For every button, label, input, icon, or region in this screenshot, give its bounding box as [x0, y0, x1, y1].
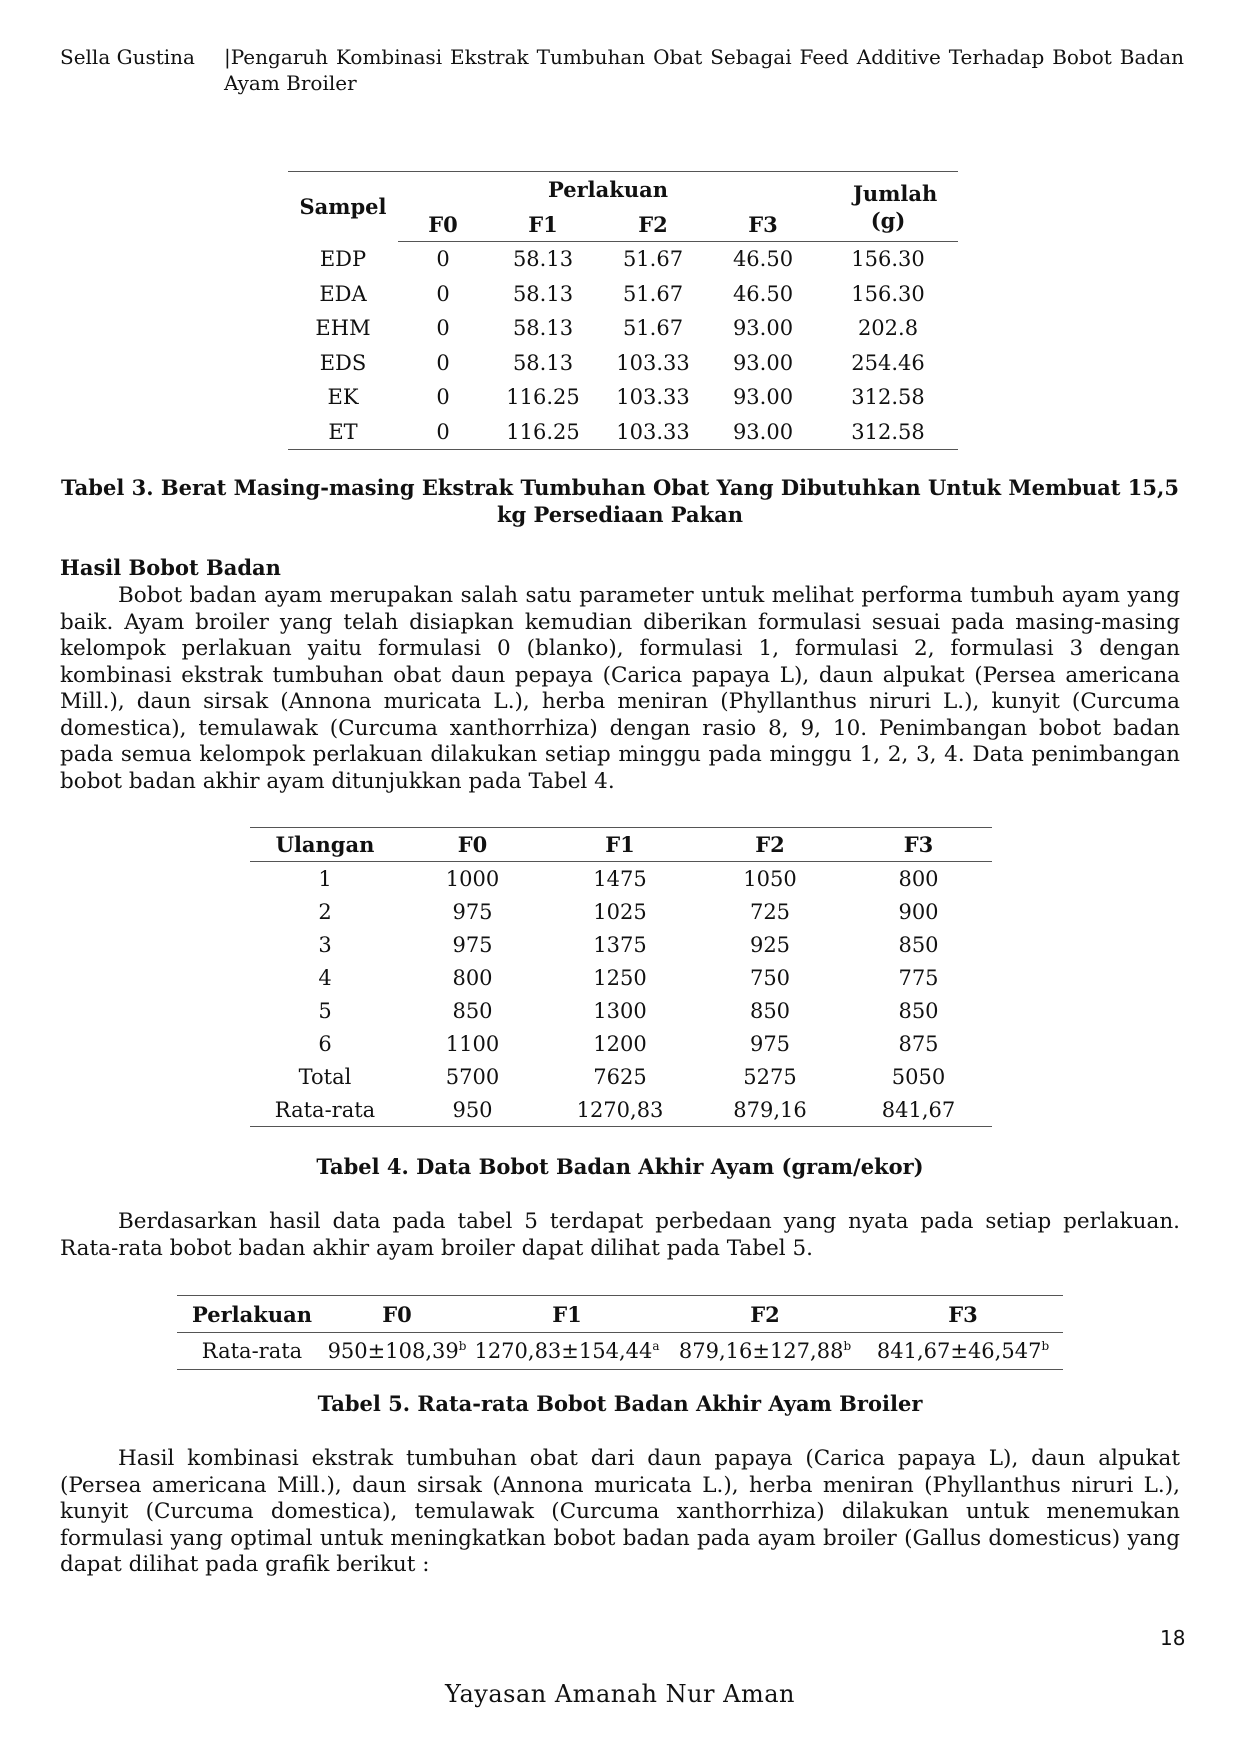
table-row: [250, 1060, 992, 1093]
table-cell: 975: [749, 1031, 791, 1056]
table-cell: 800: [452, 965, 493, 990]
table-cell: 879,16: [733, 1097, 807, 1122]
table-row: [250, 928, 992, 961]
table-cell: 93.00: [732, 385, 794, 410]
table-3-body: [288, 242, 958, 450]
table-cell: 1475: [593, 866, 647, 891]
table-cell: 93.00: [732, 350, 794, 375]
table-row: [288, 277, 958, 312]
table-cell: 51.67: [622, 281, 684, 306]
table-cell: 1375: [593, 932, 647, 957]
table-cell: 5050: [891, 1064, 946, 1089]
table-5-header: Perlakuan: [177, 1296, 327, 1333]
table-cell: Rata-rata: [274, 1097, 376, 1122]
publisher-footer: Yayasan Amanah Nur Aman: [444, 1680, 796, 1708]
table-row: [250, 961, 992, 994]
table-row: [288, 346, 958, 381]
table-cell: 950: [452, 1097, 493, 1122]
table-cell: 1250: [593, 965, 647, 990]
table-cell: 58.13: [512, 350, 574, 375]
table-cell: Total: [298, 1064, 352, 1089]
table-cell: 1270,83±154,44$^a$: [474, 1339, 660, 1363]
table-cell: 58.13: [512, 316, 574, 341]
table-cell: 312.58: [851, 419, 925, 444]
table-cell: 1100: [445, 1031, 500, 1056]
table-3-header-perlakuan: Perlakuan: [548, 177, 668, 202]
table-cell: 1300: [593, 998, 647, 1023]
table-3-header-sampel: Sampel: [299, 194, 387, 220]
significance-letter: b: [458, 1339, 467, 1353]
table-cell: 950±108,39$^b$: [327, 1339, 467, 1363]
table-4-header-row: [250, 828, 992, 862]
table-cell: 4: [318, 965, 332, 990]
table-cell: 841,67: [881, 1097, 956, 1122]
table-3-subheader: F1: [488, 207, 598, 242]
table-5-header: F2: [667, 1296, 863, 1333]
table-cell: 103.33: [616, 350, 690, 375]
table-cell: 800: [898, 866, 939, 891]
table-cell: 0: [436, 350, 450, 375]
table-cell: 116.25: [506, 385, 580, 410]
table-cell: 5: [318, 998, 332, 1023]
table-cell: 156.30: [851, 281, 925, 306]
table-row: [288, 311, 958, 346]
table-cell: 1270,83: [576, 1097, 664, 1122]
table-cell: 1050: [743, 866, 797, 891]
table-cell: 103.33: [616, 385, 690, 410]
table-5-header: F3: [863, 1296, 1063, 1333]
table-row: [250, 994, 992, 1027]
table-cell: EHM: [315, 316, 371, 341]
table-row: [250, 1093, 992, 1127]
table-cell: 900: [898, 899, 939, 924]
significance-letter: b: [1041, 1339, 1050, 1353]
table-cell: 6: [318, 1031, 332, 1056]
header-author: Sella Gustina: [60, 45, 195, 69]
table-3-header-jumlah-label: Jumlah (g): [853, 180, 938, 233]
table-cell: 58.13: [512, 247, 574, 272]
table-cell: 312.58: [851, 385, 925, 410]
significance-letter: a: [652, 1339, 660, 1353]
table-cell: 156.30: [851, 247, 925, 272]
table-4: [250, 827, 992, 1127]
table-cell: EDS: [319, 350, 367, 375]
table-cell: 850: [452, 998, 493, 1023]
table-cell: 202.8: [857, 316, 919, 341]
table-3-subheader: F0: [398, 207, 488, 242]
table-row: [288, 242, 958, 277]
table-cell: 0: [436, 247, 450, 272]
table-cell: 875: [898, 1031, 939, 1056]
table-row: [250, 895, 992, 928]
table-row: [250, 1027, 992, 1060]
table-cell: 0: [436, 316, 450, 341]
table-cell: 5700: [445, 1064, 500, 1089]
table-cell: 1025: [593, 899, 647, 924]
table-cell: 46.50: [732, 247, 794, 272]
table-cell: EDP: [319, 247, 367, 271]
table-cell: 0: [436, 385, 450, 410]
table-cell: 1: [318, 866, 332, 891]
table-cell: 775: [898, 965, 939, 990]
table-cell: 103.33: [616, 419, 690, 444]
table-3-subheader: F2: [598, 207, 708, 242]
table-cell: 850: [898, 932, 939, 957]
header-article-title: |Pengaruh Kombinasi Ekstrak Tumbuhan Obat Sebagai Feed Additive Terhadap Bobot Badan Ayam Broiler: [224, 45, 1184, 95]
table-cell: 975: [452, 899, 493, 924]
paragraph-1: Bobot badan ayam merupakan salah satu parameter untuk melihat performa tumbuh ayam yang baik. Ayam broiler yang telah disiapkan kemudian diberikan formulasi sesuai pada masing-masing kelompok perlakuan yaitu formulasi 0 (blanko), formulasi 1, formulasi 2, formulasi 3 dengan kombinasi ekstrak tumbuhan obat daun pepaya (Carica papaya L), daun alpukat (Persea americana Mill.), daun sirsak (Annona muricata L.), herba meniran (Phyllanthus niruri L.), kunyit (Curcuma domestica), temulawak (Curcuma xanthorrhiza) dengan rasio 8, 9, 10. Penimbangan bobot badan pada semua kelompok perlakuan dilakukan setiap minggu pada minggu 1, 2, 3, 4. Data penimbangan bobot badan akhir ayam ditunjukkan pada Tabel 4.: [60, 583, 1180, 794]
table-cell: 116.25: [506, 419, 580, 444]
table-cell: 879,16±127,88$^b$: [678, 1339, 852, 1363]
table-cell: 51.67: [622, 247, 684, 272]
table-row: [288, 380, 958, 415]
section-heading: Hasil Bobot Badan: [60, 555, 281, 580]
table-cell: Rata-rata: [201, 1339, 303, 1363]
table-5: [177, 1295, 1063, 1370]
table-5-caption: Tabel 5. Rata-rata Bobot Badan Akhir Ayam Broiler: [317, 1391, 923, 1416]
table-cell: 850: [898, 998, 939, 1023]
table-cell: 254.46: [851, 350, 925, 375]
table-cell: 750: [749, 965, 791, 990]
table-cell: EDA: [319, 281, 367, 306]
table-cell: 925: [749, 932, 791, 957]
table-5-header-row: [177, 1296, 1063, 1333]
table-3: [288, 171, 958, 450]
table-cell: 51.67: [622, 316, 684, 341]
table-cell: 1000: [445, 866, 500, 891]
table-4-body: [250, 862, 992, 1127]
table-5-header: F1: [467, 1296, 667, 1333]
table-cell: 7625: [593, 1064, 647, 1089]
table-cell: 3: [318, 932, 332, 957]
table-cell: 93.00: [732, 419, 794, 444]
table-3-header-jumlah: [818, 172, 958, 242]
table-row: [177, 1333, 1063, 1370]
table-cell: 58.13: [512, 281, 574, 306]
table-cell: 975: [452, 932, 493, 957]
table-4-caption: Tabel 4. Data Bobot Badan Akhir Ayam (gram/ekor): [316, 1154, 924, 1179]
table-row: [288, 415, 958, 450]
table-cell: 841,67±46,547$^b$: [876, 1339, 1050, 1363]
table-cell: EK: [327, 385, 359, 410]
table-cell: 2: [318, 899, 332, 924]
page-number: 18: [1160, 1626, 1186, 1650]
table-5-header: F0: [327, 1296, 467, 1333]
table-4-header: F2: [695, 828, 845, 862]
paragraph-2: Berdasarkan hasil data pada tabel 5 terdapat perbedaan yang nyata pada setiap perlakuan. Rata-rata bobot badan akhir ayam broiler dapat dilihat pada Tabel 5.: [60, 1209, 1180, 1261]
table-cell: 725: [749, 899, 791, 924]
table-cell: 1200: [593, 1031, 647, 1056]
table-4-header: F0: [400, 828, 545, 862]
table-4-header: Ulangan: [250, 828, 400, 862]
table-4-header: F1: [545, 828, 695, 862]
table-cell: 0: [436, 419, 450, 444]
table-cell: 93.00: [732, 316, 794, 341]
table-row: [250, 862, 992, 896]
table-4-header: F3: [845, 828, 992, 862]
table-cell: 5275: [743, 1064, 797, 1089]
table-cell: 850: [749, 998, 791, 1023]
significance-letter: b: [843, 1339, 852, 1353]
table-cell: 46.50: [732, 281, 794, 306]
table-cell: 0: [436, 281, 450, 306]
paragraph-3: Hasil kombinasi ekstrak tumbuhan obat dari daun papaya (Carica papaya L), daun alpukat (Persea americana Mill.), daun sirsak (Annona muricata L.), herba meniran (Phyllanthus niruri L.), kunyit (Curcuma domestica), temulawak (Curcuma xanthorrhiza) dilakukan untuk menemukan formulasi yang optimal untuk meningkatkan bobot badan pada ayam broiler (Gallus domesticus) yang dapat dilihat pada grafik berikut :: [60, 1446, 1180, 1577]
table-3-caption: Tabel 3. Berat Masing-masing Ekstrak Tumbuhan Obat Yang Dibutuhkan Untuk Membuat 15,5 kg Persediaan Pakan: [61, 475, 1179, 527]
table-cell: ET: [328, 419, 358, 444]
table-3-subheader: F3: [708, 207, 818, 242]
